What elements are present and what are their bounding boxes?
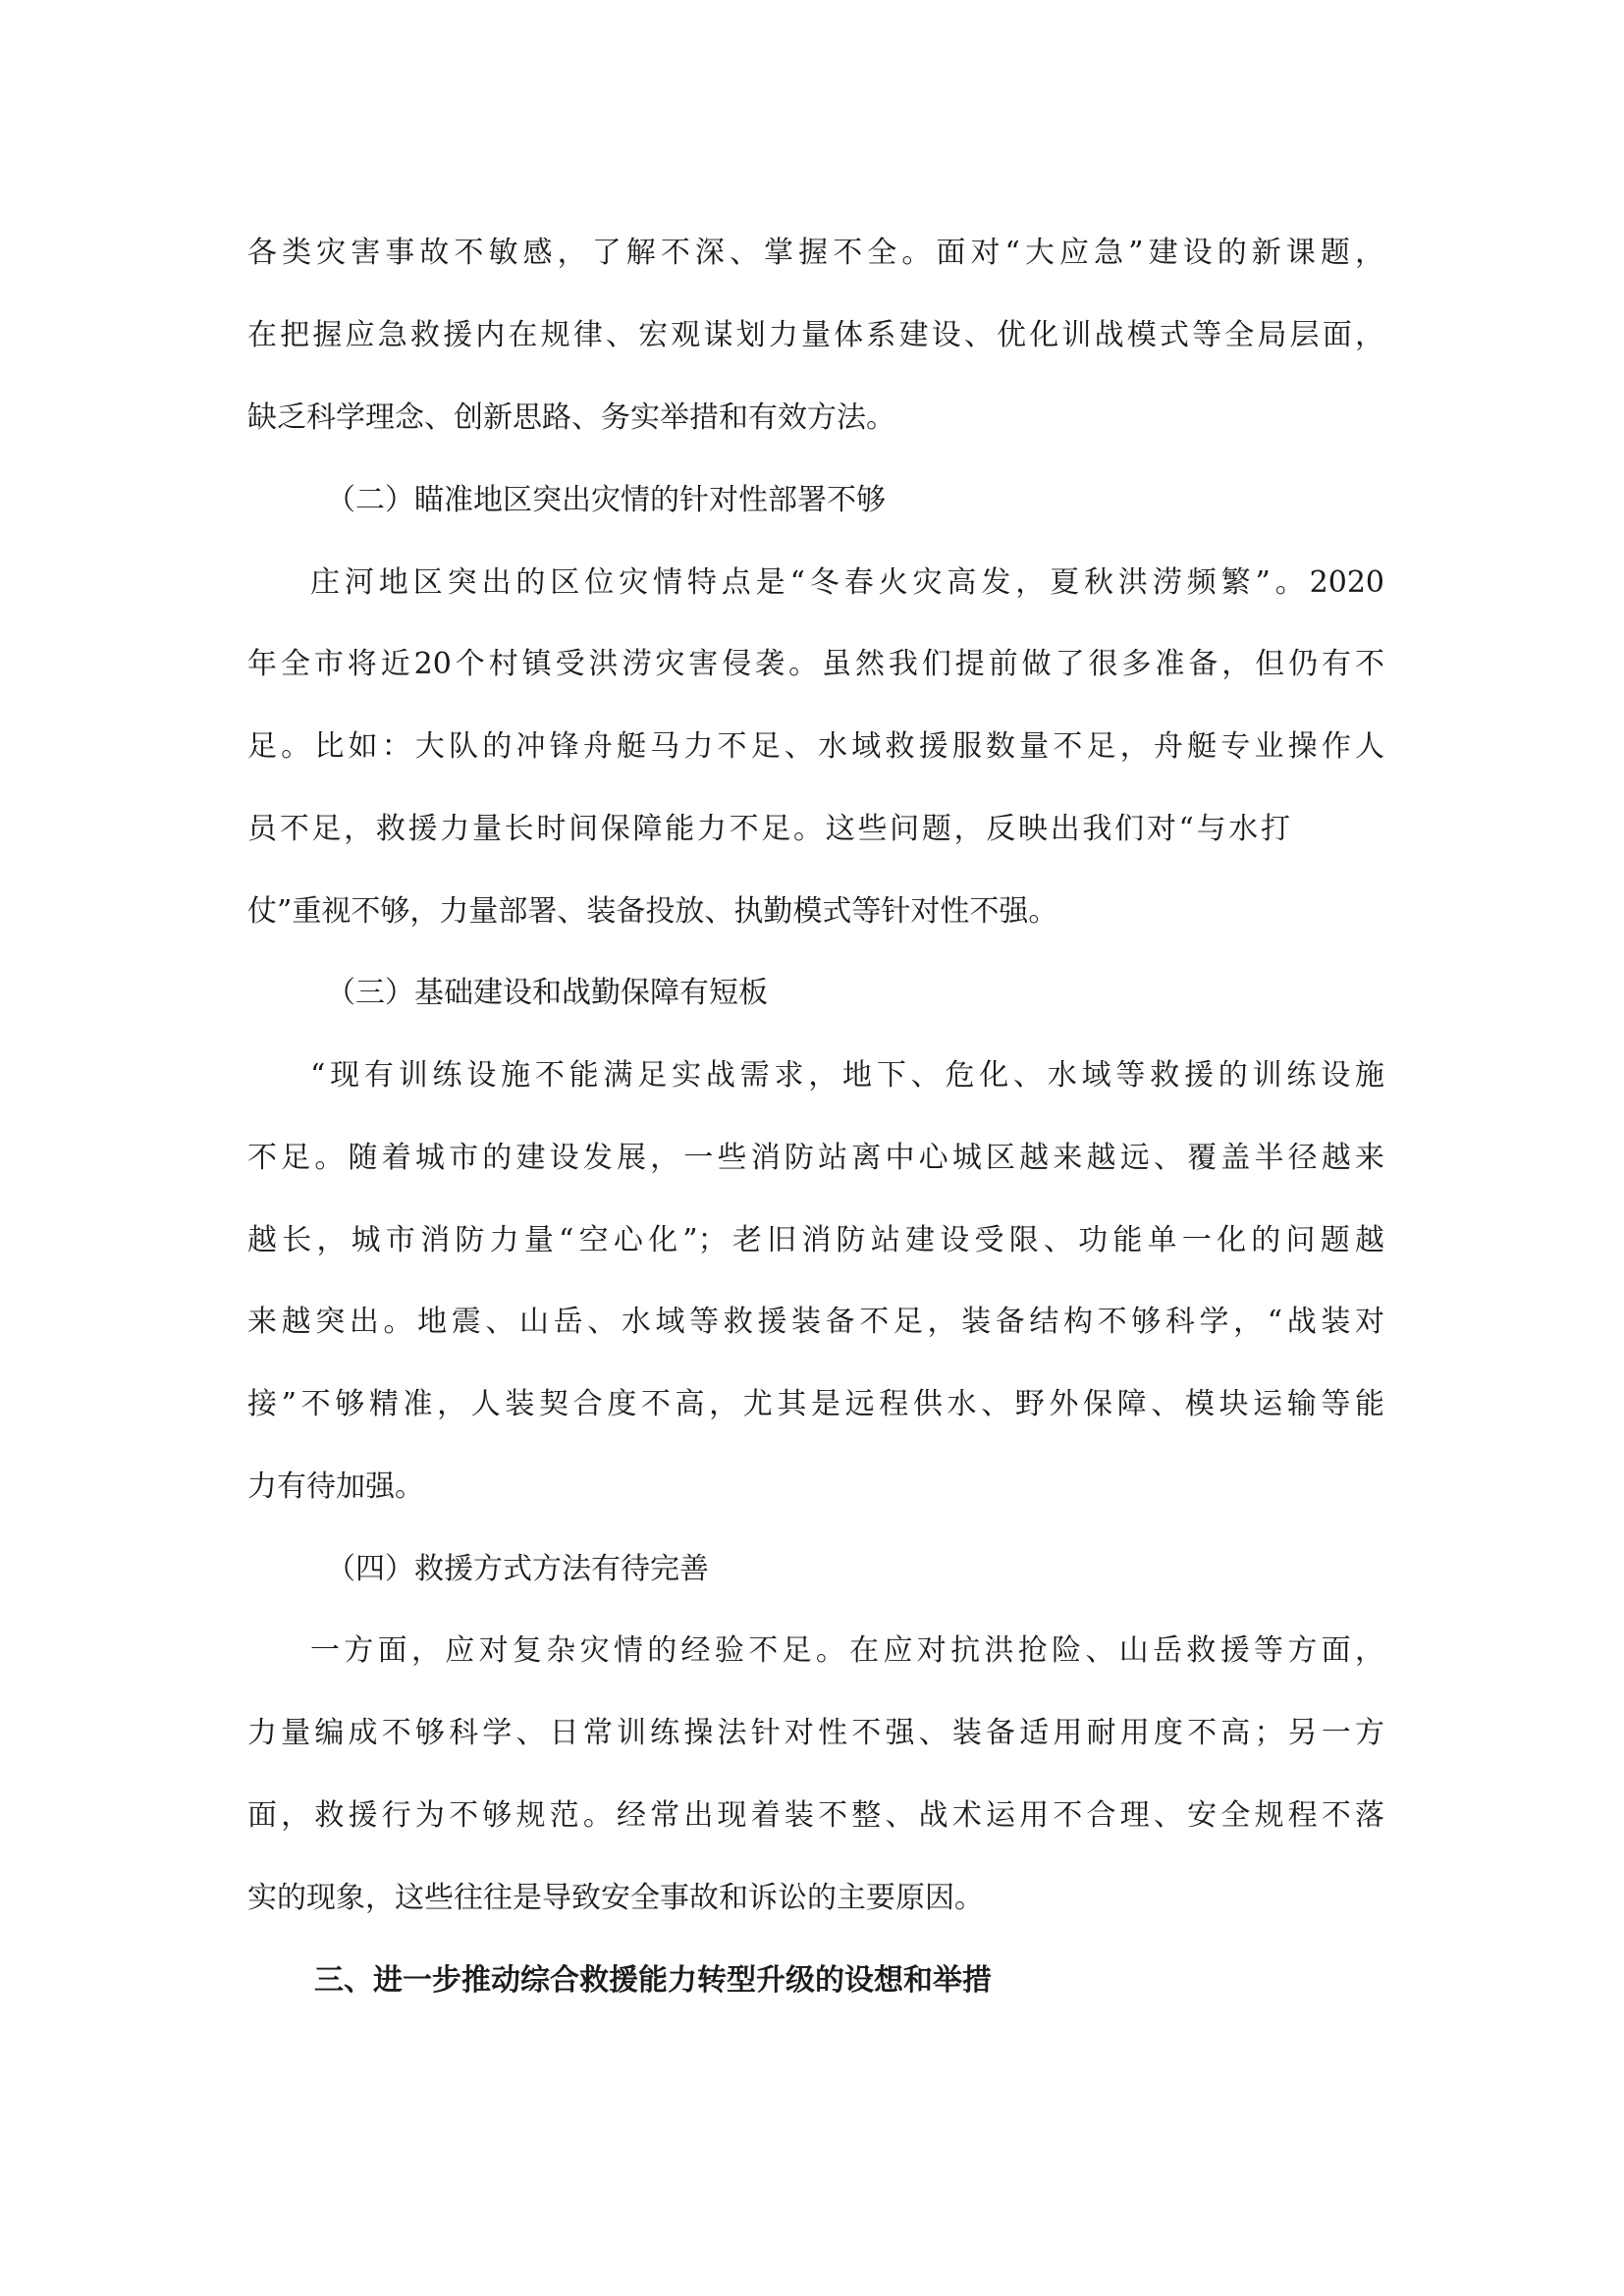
paragraph-line: 在把握应急救援内在规律、宏观谋划力量体系建设、优化训战模式等全局层面，: [247, 318, 1384, 352]
section-title: （四）救援方式方法有待完善: [326, 1552, 709, 1586]
section-title: （二）瞄准地区突出灾情的针对性部署不够: [326, 483, 886, 517]
paragraph-line: 足。比如：大队的冲锋舟艇马力不足、水域救援服数量不足，舟艇专业操作人: [247, 729, 1384, 764]
paragraph-line: 力有待加强。: [247, 1469, 424, 1504]
section-title: （三）基础建设和战勤保障有短板: [326, 976, 768, 1010]
paragraph-line: 力量编成不够科学、日常训练操法针对性不强、装备适用耐用度不高；另一方: [247, 1716, 1384, 1750]
paragraph-line: 员不足，救援力量长时间保障能力不足。这些问题，反映出我们对“与水打: [247, 812, 1290, 846]
paragraph-line: 实的现象，这些往往是导致安全事故和诉讼的主要原因。: [247, 1881, 984, 1915]
paragraph-line: 一方面，应对复杂灾情的经验不足。在应对抗洪抢险、山岳救援等方面，: [310, 1633, 1384, 1668]
paragraph-line: 仗”重视不够，力量部署、装备投放、执勤模式等针对性不强。: [247, 894, 1058, 929]
paragraph-line: 各类灾害事故不敏感，了解不深、掌握不全。面对“大应急”建设的新课题，: [247, 236, 1384, 270]
paragraph-line: 越长，城市消防力量“空心化”；老旧消防站建设受限、功能单一化的问题越: [247, 1223, 1384, 1257]
paragraph-line: 缺乏科学理念、创新思路、务实举措和有效方法。: [247, 400, 895, 435]
paragraph-line: 接”不够精准，人装契合度不高，尤其是远程供水、野外保障、模块运输等能: [247, 1387, 1384, 1421]
paragraph-line: 年全市将近20个村镇受洪涝灾害侵袭。虽然我们提前做了很多准备，但仍有不: [247, 647, 1384, 681]
paragraph-line: 庄河地区突出的区位灾情特点是“冬春火灾高发，夏秋洪涝频繁”。2020: [310, 565, 1384, 600]
chapter-heading: 三、进一步推动综合救援能力转型升级的设想和举措: [314, 1963, 992, 1998]
paragraph-line: “现有训练设施不能满足实战需求，地下、危化、水域等救援的训练设施: [310, 1058, 1384, 1093]
paragraph-line: 不足。随着城市的建设发展，一些消防站离中心城区越来越远、覆盖半径越来: [247, 1141, 1384, 1175]
paragraph-line: 来越突出。地震、山岳、水域等救援装备不足，装备结构不够科学，“战装对: [247, 1305, 1384, 1339]
paragraph-line: 面，救援行为不够规范。经常出现着装不整、战术运用不合理、安全规程不落: [247, 1798, 1384, 1833]
